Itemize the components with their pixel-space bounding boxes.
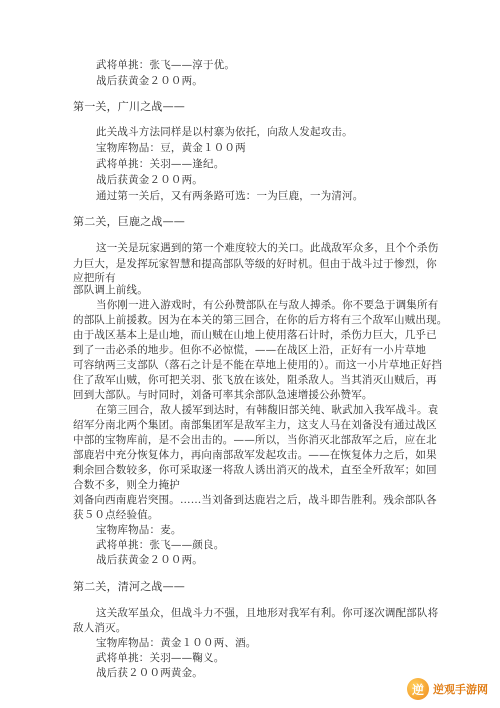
section-heading: 第二关，巨鹿之战—— [73,215,185,228]
text-line: 剩余回合数较多，你可采取逐一将敌人诱出消灭的战术，直至全歼敌军；如回 [73,464,437,476]
text-line: 由于战区基本上是山地，而山贼在山地上使用落石计时，杀伤力巨大，几乎已 [73,329,437,341]
text-line: 部队调上前线。 [73,284,148,296]
text-line: 部鹿岩中充分恢复体力，再向南部敌军发起攻击。——在恢复体力之后，如果 [73,449,437,461]
text-line: 中部的宝物库前，是不会出击的。——所以，当你消灭北部敌军之后，应在北 [73,434,437,446]
text-line: 合数不多，则全力掩护 [73,479,180,491]
watermark-text: 逆观手游网 [433,683,488,696]
text-line: 战后获黄金２００两。 [96,554,203,566]
text-line: 这一关是玩家遇到的第一个难度较大的关口。此战敌军众多，且个个杀伤 [96,242,439,254]
text-line: 武将单挑：张飞——淳于优。 [96,59,236,71]
text-line: 的部队上前援救。因为在本关的第三回合，在你的后方将有三个敌军山贼出现。 [73,314,448,326]
coin-logo-icon: 逆 [407,678,429,700]
text-line: 通过第一关后，又有两条路可选：一为巨鹿，一为清河。 [96,190,364,202]
text-line: 应把所有 [73,272,116,284]
text-line: 战后获黄金２００两。 [96,75,203,87]
text-line: 刘备向西南鹿岩突围。……当刘备到达鹿岩之后，战斗即告胜利。残余部队各 [73,494,437,506]
text-line: 回到大部队。与时同时，刘备可率其余部队急速增援公孙赞军。 [73,389,373,401]
section-heading: 第一关，广川之战—— [73,100,185,113]
text-line: 宝物库物品：黄金１００两、酒。 [96,637,257,649]
text-line: 住了敌军山贼，你可把关羽、张飞放在该处，阻杀敌人。当其消灭山贼后，再 [73,374,437,386]
text-line: 可容纳两三支部队（落石之计是不能在草地上使用的）。而这一小片草地正好挡 [73,359,443,371]
text-line: 武将单挑：关羽——鞠义。 [96,652,225,664]
section-heading: 第二关，清河之战—— [73,580,185,593]
text-line: 绍军分南北两个集团。南部集团军是敌军主力，这支人马在刘备没有通过战区 [73,419,437,431]
text-line: 在第三回合，敌人援军到达时，有韩馥旧部关纯、耿武加入我军战斗。袁 [96,404,439,416]
text-line: 获５０点经验值。 [73,509,159,521]
text-line: 当你刚一进入游戏时，有公孙赞部队在与敌人搏杀。你不要急于调集所有 [96,299,439,311]
text-line: 力巨大，是发挥玩家智慧和提高部队等级的好时机。但由于战斗过于惨烈，你 [73,258,437,270]
text-line: 此关战斗方法同样是以村寨为依托，向敌人发起攻击。 [96,126,353,138]
text-line: 战后获黄金２００两。 [96,174,203,186]
text-line: 武将单挑：张飞——颜良。 [96,539,225,551]
text-line: 宝物库物品：麦。 [96,524,182,536]
watermark [403,676,492,702]
text-line: 敌人消灭。 [73,622,127,634]
text-line: 到了一击必杀的地步。但你不必惊慌，——在战区上沿，正好有一小片草地 [73,344,427,356]
text-line: 战后获２００两黄金。 [96,667,203,679]
text-line: 这关敌军虽众，但战斗力不强，且地形对我军有利。你可逐次调配部队将 [96,607,439,619]
text-line: 武将单挑：关羽——逢纪。 [96,158,225,170]
text-line: 宝物库物品：豆，黄金１００两 [96,142,246,154]
